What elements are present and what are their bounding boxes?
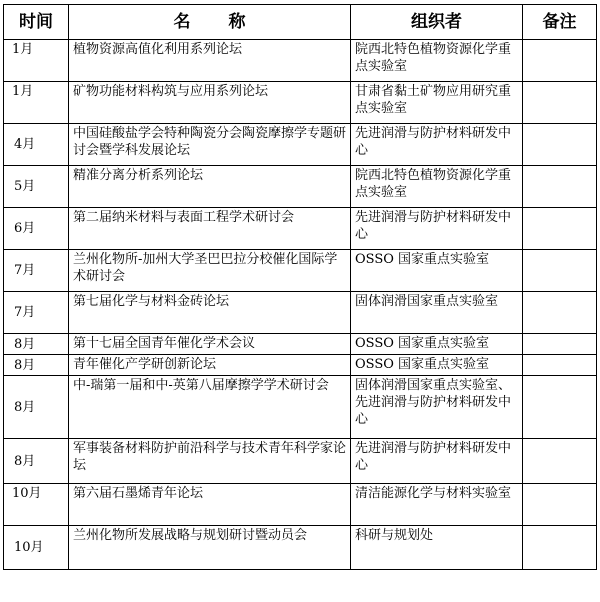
cell-organizer: 固体润滑国家重点实验室、先进润滑与防护材料研发中心 <box>351 376 523 439</box>
table-row <box>4 355 597 376</box>
cell-organizer: 院西北特色植物资源化学重点实验室 <box>351 40 523 82</box>
cell-note <box>523 82 597 124</box>
cell-time: 8月 <box>4 334 69 355</box>
cell-time: 7月 <box>4 250 69 292</box>
table-row <box>4 292 597 334</box>
cell-name: 植物资源高值化利用系列论坛 <box>69 40 351 82</box>
table-row <box>4 376 597 439</box>
cell-organizer: 固体润滑国家重点实验室 <box>351 292 523 334</box>
table-row <box>4 40 597 82</box>
table-row <box>4 166 597 208</box>
cell-time: 1月 <box>4 40 69 82</box>
cell-note <box>523 250 597 292</box>
cell-name: 第十七届全国青年催化学术会议 <box>69 334 351 355</box>
cell-time: 4月 <box>4 124 69 166</box>
cell-name: 矿物功能材料构筑与应用系列论坛 <box>69 82 351 124</box>
cell-time: 8月 <box>4 355 69 376</box>
cell-time: 7月 <box>4 292 69 334</box>
cell-organizer: 科研与规划处 <box>351 526 523 570</box>
cell-time: 10月 <box>4 484 69 526</box>
table-row <box>4 124 597 166</box>
cell-name: 兰州化物所发展战略与规划研讨暨动员会 <box>69 526 351 570</box>
table-row <box>4 208 597 250</box>
cell-organizer: 先进润滑与防护材料研发中心 <box>351 439 523 484</box>
cell-organizer: 清洁能源化学与材料实验室 <box>351 484 523 526</box>
header-time: 时间 <box>4 5 69 40</box>
cell-name: 青年催化产学研创新论坛 <box>69 355 351 376</box>
cell-note <box>523 334 597 355</box>
header-organizer: 组织者 <box>351 5 523 40</box>
cell-name: 第七届化学与材料金砖论坛 <box>69 292 351 334</box>
cell-name: 第六届石墨烯青年论坛 <box>69 484 351 526</box>
table-row <box>4 250 597 292</box>
cell-note <box>523 376 597 439</box>
cell-organizer: 甘肃省黏土矿物应用研究重点实验室 <box>351 82 523 124</box>
cell-organizer: OSSO 国家重点实验室 <box>351 355 523 376</box>
cell-note <box>523 484 597 526</box>
header-note: 备注 <box>523 5 597 40</box>
table-row <box>4 484 597 526</box>
table-row <box>4 526 597 570</box>
header-row <box>4 5 597 40</box>
table-row <box>4 334 597 355</box>
cell-note <box>523 166 597 208</box>
cell-time: 1月 <box>4 82 69 124</box>
header-name: 名称 <box>69 5 351 40</box>
cell-note <box>523 124 597 166</box>
cell-note <box>523 292 597 334</box>
cell-note <box>523 439 597 484</box>
table-row <box>4 82 597 124</box>
cell-name: 中国硅酸盐学会特种陶瓷分会陶瓷摩擦学专题研讨会暨学科发展论坛 <box>69 124 351 166</box>
cell-organizer: 先进润滑与防护材料研发中心 <box>351 124 523 166</box>
cell-name: 军事装备材料防护前沿科学与技术青年科学家论坛 <box>69 439 351 484</box>
cell-note <box>523 526 597 570</box>
cell-name: 精准分离分析系列论坛 <box>69 166 351 208</box>
table-row <box>4 439 597 484</box>
cell-organizer: 院西北特色植物资源化学重点实验室 <box>351 166 523 208</box>
cell-organizer: 先进润滑与防护材料研发中心 <box>351 208 523 250</box>
cell-note <box>523 355 597 376</box>
cell-name: 中-瑞第一届和中-英第八届摩擦学学术研讨会 <box>69 376 351 439</box>
cell-time: 5月 <box>4 166 69 208</box>
cell-organizer: OSSO 国家重点实验室 <box>351 334 523 355</box>
cell-time: 8月 <box>4 376 69 439</box>
cell-note <box>523 208 597 250</box>
events-table <box>3 4 597 570</box>
cell-name: 兰州化物所-加州大学圣巴巴拉分校催化国际学术研讨会 <box>69 250 351 292</box>
cell-time: 10月 <box>4 526 69 570</box>
cell-time: 6月 <box>4 208 69 250</box>
cell-time: 8月 <box>4 439 69 484</box>
cell-note <box>523 40 597 82</box>
cell-name: 第二届纳米材料与表面工程学术研讨会 <box>69 208 351 250</box>
cell-organizer: OSSO 国家重点实验室 <box>351 250 523 292</box>
